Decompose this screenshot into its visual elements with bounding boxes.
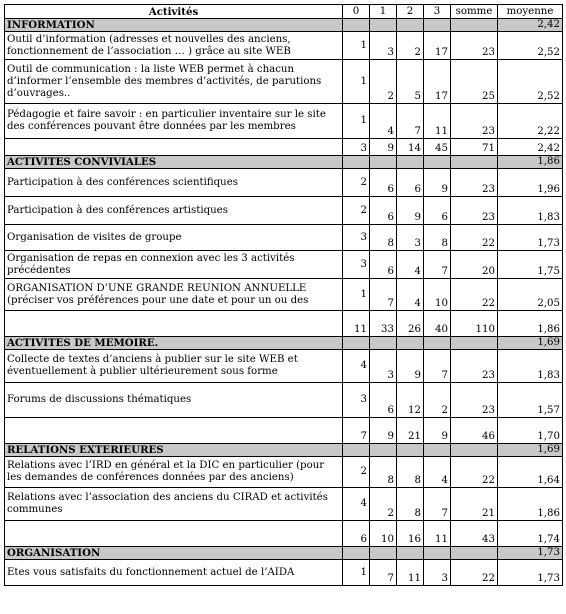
cell-c3: 7 [424,251,451,279]
cell-sum: 23 [451,197,498,225]
cell-c2: 2 [397,32,424,60]
section-average: 1,86 [498,156,563,169]
cell-c1: 6 [370,197,397,225]
cell-c0: 1 [343,560,370,586]
cell-avg: 2,05 [498,279,563,311]
cell-c1: 2 [370,60,397,104]
cell-sum: 22 [451,560,498,586]
cell-c1: 6 [370,251,397,279]
cell-sum: 21 [451,488,498,521]
totals-label [5,139,343,156]
total-sum: 110 [451,311,498,337]
cell-c1: 3 [370,350,397,383]
cell-avg: 1,64 [498,457,563,488]
cell-c0: 1 [343,104,370,139]
cell-c3: 2 [424,383,451,418]
cell-c2: 4 [397,279,424,311]
cell-c3: 17 [424,60,451,104]
section-title: RELATIONS EXTERIEURES [5,444,343,457]
empty-cell [370,337,397,350]
cell-avg: 1,83 [498,197,563,225]
empty-cell [451,444,498,457]
cell-avg: 1,57 [498,383,563,418]
cell-avg: 2,22 [498,104,563,139]
header-sum: somme [451,5,498,19]
header-average: moyenne [498,5,563,19]
total-avg: 1,74 [498,521,563,547]
activity-label: Etes vous satisfaits du fonctionnement actuel de l’AIDA [5,560,343,586]
cell-c2: 8 [397,488,424,521]
empty-cell [343,337,370,350]
header-score-3: 3 [424,5,451,19]
section-header-row [5,337,563,350]
totals-row [5,311,563,337]
cell-c2: 6 [397,169,424,197]
cell-c0: 3 [343,225,370,251]
table-row [5,279,563,311]
empty-cell [343,156,370,169]
cell-c2: 9 [397,350,424,383]
cell-c0: 2 [343,457,370,488]
cell-avg: 2,52 [498,32,563,60]
table-row [5,383,563,418]
cell-c3: 11 [424,104,451,139]
header-score-2: 2 [397,5,424,19]
header-score-0: 0 [343,5,370,19]
cell-c3: 4 [424,457,451,488]
total-c2: 14 [397,139,424,156]
cell-c1: 3 [370,32,397,60]
activity-label: Collecte de textes d’anciens à publier sur le site WEB et éventuellement à publier ultérieurement sous forme [5,350,343,383]
cell-c3: 17 [424,32,451,60]
cell-sum: 22 [451,225,498,251]
cell-c1: 8 [370,457,397,488]
section-average: 1,69 [498,337,563,350]
cell-sum: 23 [451,350,498,383]
cell-c0: 3 [343,251,370,279]
empty-cell [343,547,370,560]
empty-cell [451,156,498,169]
table-row [5,457,563,488]
total-c3: 9 [424,418,451,444]
total-avg: 1,70 [498,418,563,444]
cell-c2: 5 [397,60,424,104]
totals-label [5,521,343,547]
empty-cell [424,337,451,350]
cell-c0: 1 [343,32,370,60]
table-row [5,225,563,251]
cell-avg: 1,96 [498,169,563,197]
table-row [5,350,563,383]
cell-sum: 23 [451,104,498,139]
empty-cell [451,547,498,560]
cell-c2: 11 [397,560,424,586]
activity-label: Organisation de repas en connexion avec les 3 activités précédentes [5,251,343,279]
section-title: INFORMATION [5,19,343,32]
activity-label: Outil d’information (adresses et nouvelles des anciens, fonctionnement de l’association … ) grâce au site WEB [5,32,343,60]
section-title: ACTIVITES CONVIVIALES [5,156,343,169]
empty-cell [424,444,451,457]
cell-c1: 7 [370,279,397,311]
table-row [5,488,563,521]
cell-c3: 7 [424,350,451,383]
cell-c0: 1 [343,60,370,104]
table-row [5,169,563,197]
totals-label [5,311,343,337]
totals-row [5,418,563,444]
survey-results-table [4,4,563,586]
section-average: 1,73 [498,547,563,560]
total-c1: 9 [370,418,397,444]
empty-cell [397,156,424,169]
cell-c1: 6 [370,383,397,418]
cell-sum: 23 [451,32,498,60]
empty-cell [424,156,451,169]
section-header-row [5,156,563,169]
table-row [5,32,563,60]
cell-sum: 23 [451,383,498,418]
cell-c1: 2 [370,488,397,521]
empty-cell [397,337,424,350]
empty-cell [451,337,498,350]
total-c2: 26 [397,311,424,337]
total-c1: 10 [370,521,397,547]
totals-row [5,139,563,156]
cell-avg: 1,83 [498,350,563,383]
total-c0: 7 [343,418,370,444]
cell-c0: 2 [343,169,370,197]
total-avg: 2,42 [498,139,563,156]
cell-c3: 3 [424,560,451,586]
cell-c2: 7 [397,104,424,139]
cell-sum: 20 [451,251,498,279]
cell-c0: 4 [343,350,370,383]
section-header-row [5,19,563,32]
activity-label: Participation à des conférences artistiques [5,197,343,225]
total-c0: 11 [343,311,370,337]
section-title: ORGANISATION [5,547,343,560]
totals-row [5,521,563,547]
total-c0: 6 [343,521,370,547]
cell-c1: 8 [370,225,397,251]
cell-c0: 2 [343,197,370,225]
table-row [5,104,563,139]
cell-c1: 7 [370,560,397,586]
total-c2: 16 [397,521,424,547]
cell-sum: 22 [451,279,498,311]
header-activity: Activités [5,5,343,19]
activity-label: Forums de discussions thématiques [5,383,343,418]
total-sum: 71 [451,139,498,156]
total-c3: 40 [424,311,451,337]
total-c0: 3 [343,139,370,156]
cell-c0: 1 [343,279,370,311]
section-header-row [5,547,563,560]
total-sum: 43 [451,521,498,547]
table-row [5,560,563,586]
cell-c2: 3 [397,225,424,251]
activity-label: Organisation de visites de groupe [5,225,343,251]
empty-cell [370,19,397,32]
empty-cell [370,547,397,560]
total-c1: 33 [370,311,397,337]
table-row [5,251,563,279]
table-body [5,19,563,586]
totals-label [5,418,343,444]
table-row [5,60,563,104]
cell-c3: 7 [424,488,451,521]
cell-c3: 6 [424,197,451,225]
cell-c1: 6 [370,169,397,197]
activity-label: ORGANISATION D’UNE GRANDE REUNION ANNUELLE (préciser vos préférences pour une date et pour un ou des [5,279,343,311]
cell-avg: 1,73 [498,225,563,251]
cell-avg: 1,75 [498,251,563,279]
header-row [5,5,563,19]
empty-cell [451,19,498,32]
total-c2: 21 [397,418,424,444]
empty-cell [397,444,424,457]
cell-avg: 1,73 [498,560,563,586]
cell-c3: 8 [424,225,451,251]
cell-sum: 25 [451,60,498,104]
empty-cell [370,444,397,457]
cell-c2: 4 [397,251,424,279]
empty-cell [424,547,451,560]
table-row [5,197,563,225]
activity-label: Participation à des conférences scientifiques [5,169,343,197]
cell-c0: 3 [343,383,370,418]
cell-c2: 12 [397,383,424,418]
empty-cell [370,156,397,169]
cell-c3: 9 [424,169,451,197]
section-average: 1,69 [498,444,563,457]
section-header-row [5,444,563,457]
total-c1: 9 [370,139,397,156]
total-avg: 1,86 [498,311,563,337]
total-c3: 45 [424,139,451,156]
cell-c1: 4 [370,104,397,139]
activity-label: Pédagogie et faire savoir : en particulier inventaire sur le site des conférences pouvant être données par les membres [5,104,343,139]
total-c3: 11 [424,521,451,547]
section-title: ACTIVITES DE MEMOIRE. [5,337,343,350]
cell-sum: 22 [451,457,498,488]
empty-cell [343,444,370,457]
activity-label: Relations avec l’IRD en général et la DIC en particulier (pour les demandes de conférences données par des anciens) [5,457,343,488]
empty-cell [424,19,451,32]
cell-c0: 4 [343,488,370,521]
cell-avg: 1,86 [498,488,563,521]
total-sum: 46 [451,418,498,444]
cell-c2: 9 [397,197,424,225]
empty-cell [397,19,424,32]
cell-avg: 2,52 [498,60,563,104]
header-score-1: 1 [370,5,397,19]
cell-c2: 8 [397,457,424,488]
cell-c3: 10 [424,279,451,311]
section-average: 2,42 [498,19,563,32]
activity-label: Outil de communication : la liste WEB permet à chacun d’informer l’ensemble des membres d’activités, de parutions d’ouvrages.. [5,60,343,104]
activity-label: Relations avec l’association des anciens du CIRAD et activités communes [5,488,343,521]
cell-sum: 23 [451,169,498,197]
empty-cell [343,19,370,32]
empty-cell [397,547,424,560]
